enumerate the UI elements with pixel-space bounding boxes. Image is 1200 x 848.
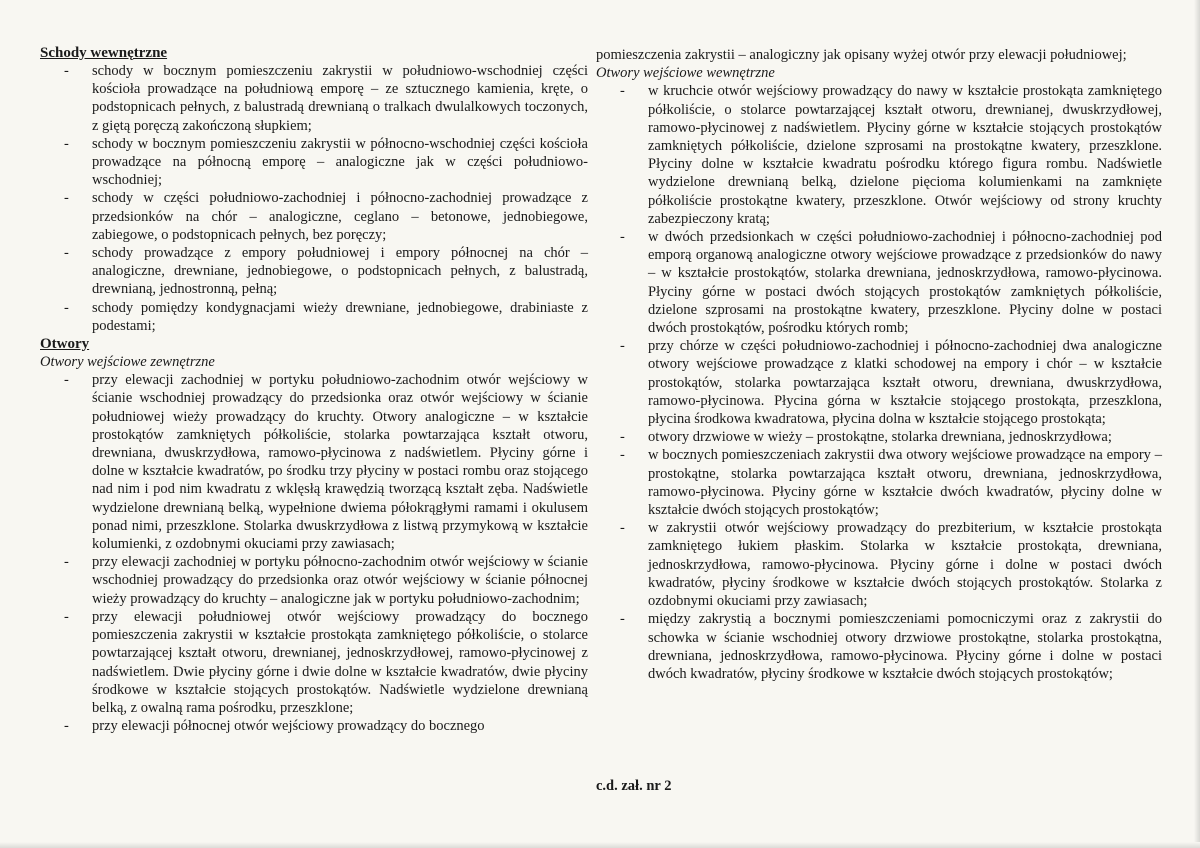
right-column bbox=[596, 46, 1162, 683]
list-item: - schody prowadzące z empory południowej i empory północnej na chór – analogiczne, drewniane, jednobiegowe, o podstopnicach pełnych, z balustradą, drewnianą, jednostronną, pełną; bbox=[40, 244, 588, 299]
list-item: - przy chórze w części południowo-zachodniej i północno-zachodniej dwa analogiczne otwory wejściowe prowadzące z klatki schodowej na empory i chór – w kształcie prostokątów, stolarka powtarzająca kształt otworu, drewniana, dwuskrzydłowa, ramowo-płycinowa. Płycina górna w kształcie stojącego prostokąta, przeszklona, płycina środkowa kwadratowa, płycina dolna w kształcie stojącego prostokąta; bbox=[596, 337, 1162, 428]
left-column bbox=[40, 44, 588, 735]
list-item: - schody w bocznym pomieszczeniu zakrystii w północno-wschodniej części kościoła prowadzące na północną emporę – analogiczne jak w części południowo- wschodniej; bbox=[40, 135, 588, 190]
continuation-paragraph: pomieszczenia zakrystii – analogiczny jak opisany wyżej otwór przy elewacji południowej; bbox=[596, 47, 1127, 63]
scan-edge-right bbox=[1194, 0, 1200, 848]
heading-openings: Otwory bbox=[40, 336, 90, 353]
subheading-external-entrances: Otwory wejściowe zewnętrzne bbox=[40, 354, 215, 371]
list-item: - przy elewacji zachodniej w portyku południowo-zachodnim otwór wejściowy w ścianie wschodniej prowadzący do przedsionka oraz otwór wejściowy w ścianie południowej wieży prowadzący do kruchty. Otwory analogiczne – w kształcie prostokątów zamkniętych półkoliście, stolarka powtarzająca kształt otworu, drewniana, dwuskrzydłowa, ramowo-płycinowa z nadświetlem. Płyciny górne i dolne w kształcie kwadratów, po środku trzy płyciny w postaci rombu oraz stojącego nad nim i pod nim kwadratu z wklęsłą krawędzią tworzącą kształt zęba. Nadświetle wydzielone drewnianą belką, wypełnione dwiema półokrągłymi ramami i okulusem ponad nimi, przeszklone. Stolarka dwuskrzydłowa z listwą przymykową w kształcie kolumienki, z ozdobnymi okuciami przy zawiasach; bbox=[40, 371, 588, 553]
list-item: - w dwóch przedsionkach w części południowo-zachodniej i północno-zachodniej pod emporą organową analogiczne otwory wejściowe prowadzące z przedsionków do nawy – w kształcie prostokątów, stolarka drewniana, jednoskrzydłowa, ramowo-płycinowa. Płyciny górne w postaci dwóch stojących prostokątów zamkniętych półkoliście, dzielone szprosami na prostokątne kwatery, przeszklone. Płyciny dolne w postaci dwóch prostokątów, pośrodku których romb; bbox=[596, 228, 1162, 337]
subheading-internal-entrances: Otwory wejściowe wewnętrzne bbox=[596, 65, 775, 82]
list-item: - schody pomiędzy kondygnacjami wieży drewniane, jednobiegowe, drabiniaste z podestami; bbox=[40, 299, 588, 335]
scan-edge-bottom bbox=[0, 842, 1200, 848]
external-openings-list bbox=[40, 371, 588, 735]
continuation-footer: c.d. zał. nr 2 bbox=[596, 778, 672, 794]
list-item: - między zakrystią a bocznymi pomieszczeniami pomocniczymi oraz z zakrystii do schowka w ścianie wschodniej otwory drzwiowe prostokątne, stolarka prostokątna, drewniana, jednoskrzydłowa, ramowo-płycinowa. Płyciny górne i dolne w postaci dwóch kwadratów, płyciny środkowe w kształcie dwóch stojących prostokątów; bbox=[596, 610, 1162, 683]
list-item: - schody w części południowo-zachodniej i północno-zachodniej prowadzące z przedsionków na chór – analogiczne, ceglano – betonowe, jednobiegowe, zabiegowe, o podstopnicach pełnych, bez poręczy; bbox=[40, 189, 588, 244]
internal-openings-list bbox=[596, 82, 1162, 683]
list-item: - przy elewacji południowej otwór wejściowy prowadzący do bocznego pomieszczenia zakrystii w kształcie prostokąta zamkniętego półkoliście, o stolarce powtarzającej kształt otworu, drewnianej, jednoskrzydłowej, ramowo-płycinowej z nadświetlem. Dwie płyciny górne i dwie dolne w kształcie kwadratów, dwie płyciny środkowe w kształcie stojących prostokątów. Nadświetle wydzielone drewnianą belką, z owalną rama pośrodku, przeszklone; bbox=[40, 608, 588, 717]
stairs-list bbox=[40, 62, 588, 335]
list-item: - otwory drzwiowe w wieży – prostokątne, stolarka drewniana, jednoskrzydłowa; bbox=[596, 428, 1162, 446]
list-item: - w bocznych pomieszczeniach zakrystii dwa otwory wejściowe prowadzące na empory – prostokątne, stolarka powtarzająca kształt otworu, drewniana, jednoskrzydłowa, ramowo-płycinowa. Płyciny górne w kształcie dwóch kwadratów, płyciny dolne w kształcie dwóch stojących prostokątów; bbox=[596, 446, 1162, 519]
list-item: - w zakrystii otwór wejściowy prowadzący do prezbiterium, w kształcie prostokąta zamkniętego łukiem płaskim. Stolarka w kształcie prostokąta, drewniana, jednoskrzydłowa, ramowo-płycinowa. Płyciny górne i dolne w postaci dwóch kwadratów, płyciny środkowe w kształcie dwóch stojących prostokątów. Stolarka z ozdobnymi okuciami przy zawiasach; bbox=[596, 519, 1162, 610]
list-item: - schody w bocznym pomieszczeniu zakrystii w południowo-wschodniej części kościoła prowadzące na południową emporę – ze sztucznego kamienia, kręte, o podstopnicach pełnych, z balustradą drewnianą o tralkach dwulalkowych toczonych, z giętą poręczą zakończoną słupkiem; bbox=[40, 62, 588, 135]
heading-internal-stairs: Schody wewnętrzne bbox=[40, 45, 168, 61]
list-item: - przy elewacji zachodniej w portyku północno-zachodnim otwór wejściowy w ścianie wschodniej prowadzący do przedsionka oraz otwór wejściowy w ścianie północnej wieży prowadzący do kruchty – analogiczne jak w portyku południowo-zachodnim; bbox=[40, 553, 588, 608]
list-item: - przy elewacji północnej otwór wejściowy prowadzący do bocznego bbox=[40, 717, 588, 735]
list-item: - w kruchcie otwór wejściowy prowadzący do nawy w kształcie prostokąta zamkniętego półkoliście, o stolarce powtarzającej kształt otworu, drewnianej, dwuskrzydłowej, ramowo-płycinowej z nadświetlem. Płyciny górne w kształcie stojących prostokątów zamkniętych półkoliście, dzielone szprosami na prostokątne kwatery, przeszklone. Płyciny dolne w kształcie kwadratu pośrodku którego figura rombu. Nadświetle wydzielone drewnianą belką, dzielone pięcioma kolumienkami na zamknięte półkoliście prostokątne kwatery, przeszklone. Otwór wejściowy od strony kruchty zabezpieczony kratą; bbox=[596, 82, 1162, 228]
